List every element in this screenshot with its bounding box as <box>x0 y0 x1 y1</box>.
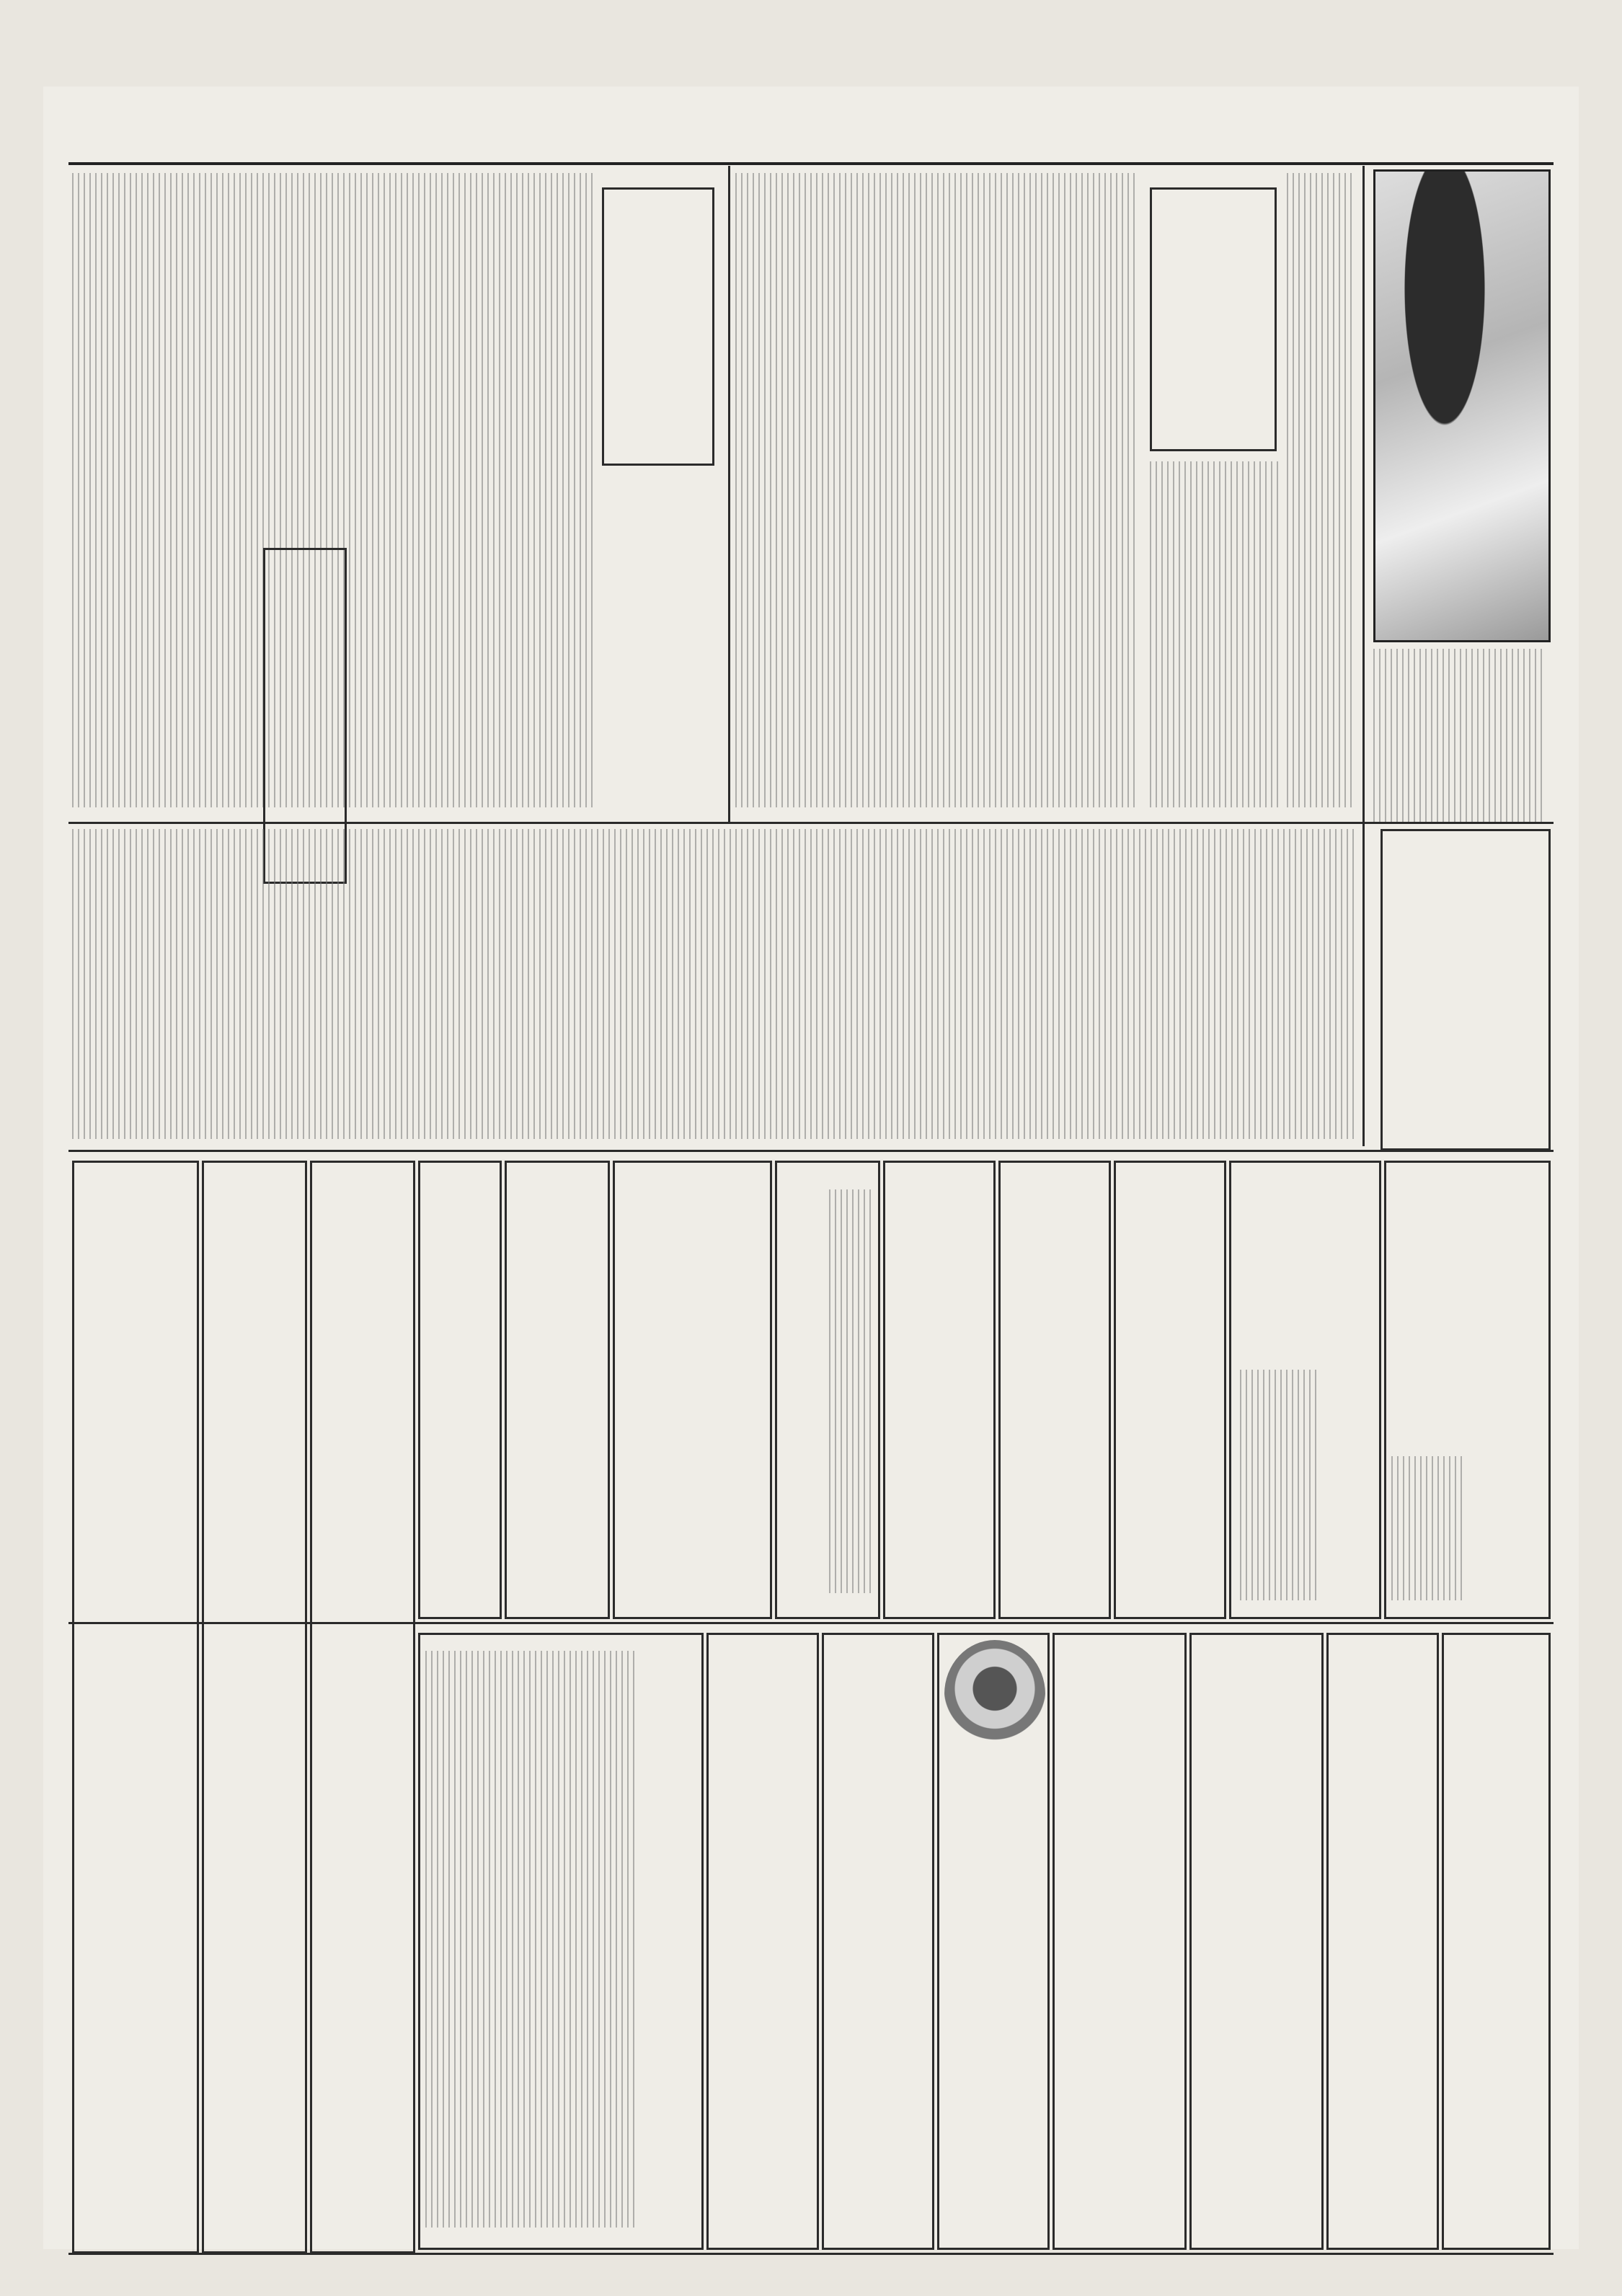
ad-pharmacy2 <box>706 1633 819 2250</box>
article-text-block <box>735 173 1139 807</box>
masthead <box>68 105 1554 165</box>
ad-body-text <box>829 1189 872 1593</box>
article-text-block <box>1373 649 1546 822</box>
ad-gonorrhea <box>1442 1633 1551 2250</box>
column-title-box <box>1150 187 1277 451</box>
ad-hospital <box>998 1161 1111 1619</box>
ad-body-text <box>1240 1370 1319 1600</box>
ad-glass <box>883 1161 996 1619</box>
ad-transport <box>1052 1633 1187 2250</box>
ad-book-china-destiny <box>310 1161 415 2253</box>
ad-syphilis <box>1326 1633 1439 2250</box>
ad-body-text <box>1391 1456 1463 1600</box>
ad-tonic <box>1189 1633 1324 2250</box>
ad-medicine <box>505 1161 610 1619</box>
column-divider <box>1362 166 1365 1146</box>
ad-body-text <box>425 1651 634 2228</box>
ad-photo <box>822 1633 934 2250</box>
essay-title-box <box>1381 829 1551 1151</box>
ad-cloth <box>613 1161 772 1619</box>
buddha-logo-icon <box>944 1640 1045 1748</box>
ad-book-summer <box>72 1161 199 2253</box>
ad-cigarette <box>418 1161 502 1619</box>
article-text-block <box>1150 461 1280 807</box>
woodcut-illustration <box>1373 169 1551 642</box>
essay-title-box <box>602 187 714 466</box>
section-divider <box>68 1150 1554 1152</box>
ad-pharmacy <box>1114 1161 1226 1619</box>
column-divider <box>728 166 730 822</box>
article-text-block <box>1287 173 1355 807</box>
article-text-block <box>72 829 1355 1139</box>
ad-missing-notice <box>202 1161 307 2253</box>
